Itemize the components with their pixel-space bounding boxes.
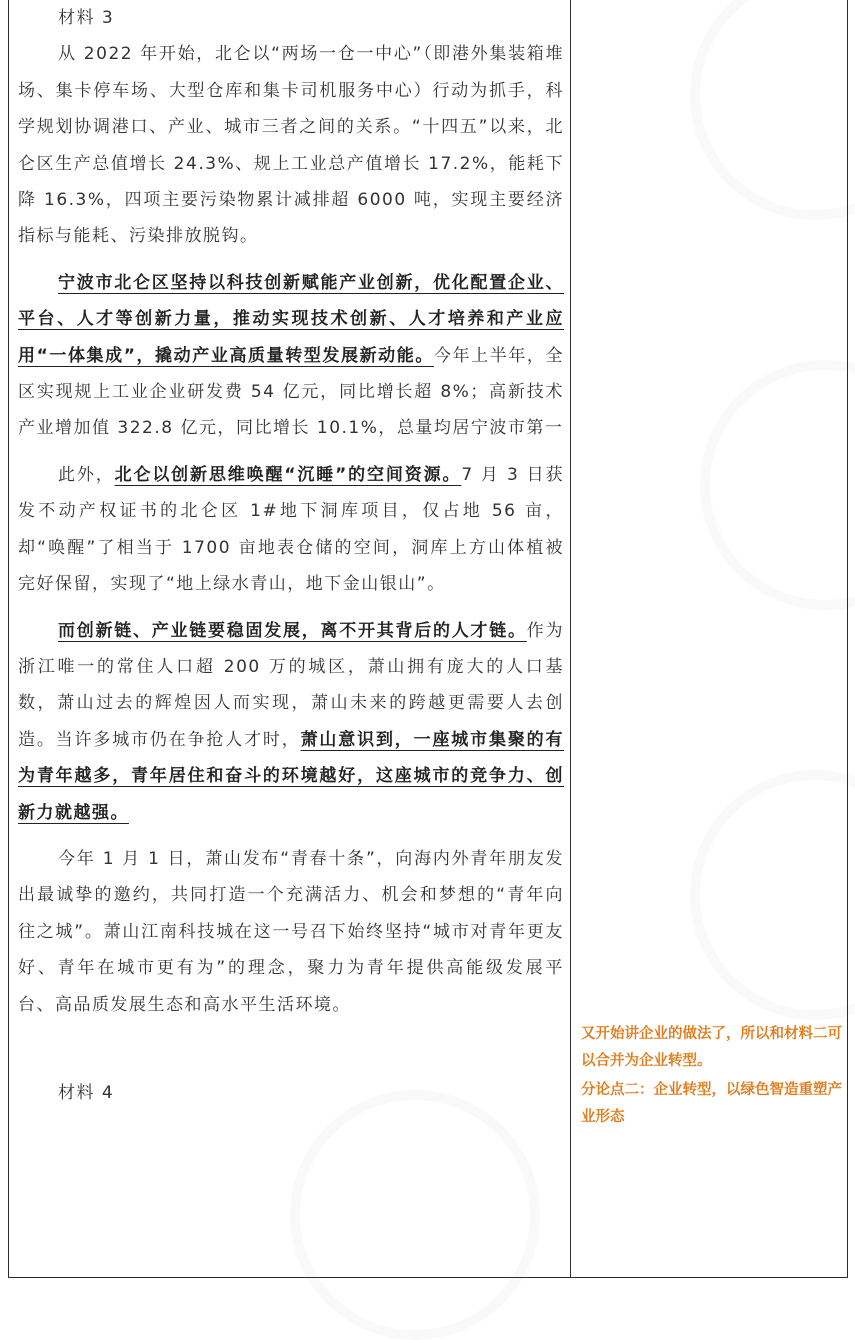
column-divider [570, 0, 571, 1278]
highlight-sentence: 北仑以创新思维唤醒“沉睡”的空间资源。 [114, 464, 462, 485]
paragraph-2 [18, 265, 564, 447]
paragraph-5: 今年 1 月 1 日，萧山发布“青春十条”，向海内外青年朋友发出最诚挚的邀约，共同打造一个充满活力、机会和梦想的“青年向往之城”。萧山江南科技城在这一号召下始终坚持“城市对青年更友好、青年在城市更有为”的理念，聚力为青年提供高能级发展平台、高品质发展生态和高水平生活环境。 [18, 848, 564, 1015]
paragraph-1: 从 2022 年开始，北仑以“两场一仓一中心”（即港外集装箱堆场、集卡停车场、大型仓库和集卡司机服务中心）行动为抓手，科学规划协调港口、产业、城市三者之间的关系。“十四五”以来，北仑区生产总值增长 24.3%、规上工业总产值增长 17.2%，能耗下降 16.3%，四项主要污染物累计减排超 6000 吨，实现主要经济指标与能耗、污染排放脱钩。 [18, 44, 564, 247]
annotation-note: 又开始讲企业的做法了，所以和材料二可以合并为企业转型。 [581, 1026, 842, 1069]
paragraph-2-text: 今年上半年，全区实现规上工业企业研发费 54 亿元，同比增长超 8%；高新技术产业增加值 322.8 亿元，同比增长 10.1%，总量均居宁波市第一 [18, 345, 564, 439]
material-4-label: 材料 4 [58, 1082, 115, 1103]
highlight-sentence: 宁波市北仑区坚持以科技创新赋能产业创新，优化配置企业、平台、人才等创新力量，推动实现技术创新、人才培养和产业应用“一体集成”，撬动产业高质量转型发展新动能。 [18, 272, 564, 366]
paragraph-4-text: 作为浙江唯一的常住人口超 200 万的城区，萧山拥有庞大的人口基数，萧山过去的辉煌因人而实现，萧山未来的跨越更需要人去创造。当许多城市仍在争抢人才时， [18, 620, 564, 750]
paragraph-4 [18, 613, 564, 831]
paragraph-3-lead: 此外， [58, 464, 115, 485]
material-column [18, 0, 564, 1111]
highlight-sentence: 而创新链、产业链要稳固发展，离不开其背后的人才链。 [58, 620, 527, 641]
highlight-sentence: 萧山意识到，一座城市集聚的有为青年越多，青年居住和奋斗的环境越好，这座城市的竞争力、创新力就越强。 [18, 729, 565, 823]
annotation-column [581, 1021, 843, 1131]
paragraph-3 [18, 457, 564, 603]
paragraph-3-text: 7 月 3 日获发不动产权证书的北仑区 1#地下洞库项目，仅占地 56 亩，却“唤醒”了相当于 1700 亩地表仓储的空间，洞库上方山体植被完好保留，实现了“地上绿水青山，地下金山银山”。 [18, 464, 565, 595]
annotation-point: 分论点二：企业转型，以绿色智造重塑产业形态 [581, 1082, 842, 1125]
material-3-label: 材料 3 [58, 8, 115, 28]
